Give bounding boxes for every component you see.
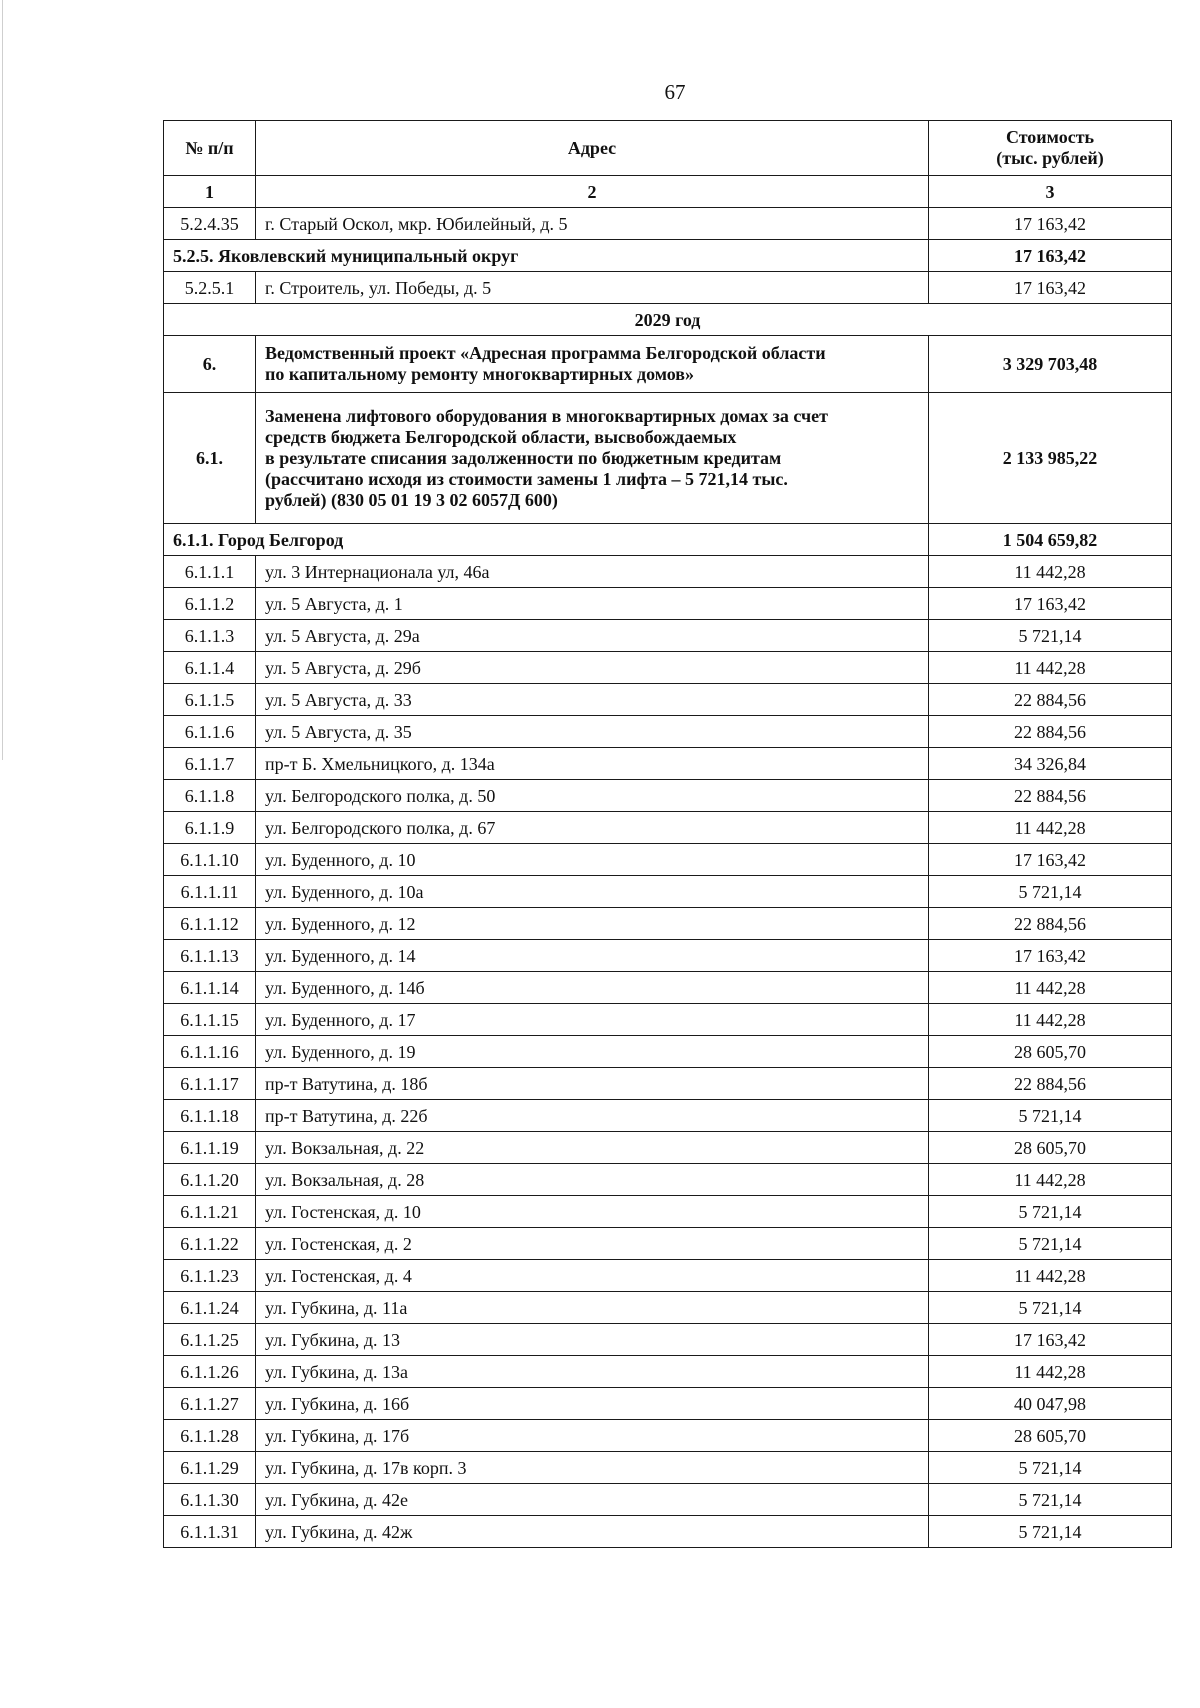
table-row	[164, 1228, 1172, 1260]
row-number: 6.1.1.19	[164, 1132, 256, 1164]
row-cost: 28 605,70	[929, 1036, 1172, 1068]
section-row	[164, 240, 1172, 272]
row-number: 6.1.1.12	[164, 908, 256, 940]
row-cost: 17 163,42	[929, 588, 1172, 620]
row-cost: 17 163,42	[929, 208, 1172, 240]
row-cost: 22 884,56	[929, 716, 1172, 748]
row-address: ул. Буденного, д. 10а	[256, 876, 929, 908]
row-cost: 17 163,42	[929, 272, 1172, 304]
row-address: ул. 5 Августа, д. 29б	[256, 652, 929, 684]
row-number: 6.1.1.4	[164, 652, 256, 684]
column-index-1: 1	[164, 176, 256, 208]
city-section-title: 6.1.1. Город Белгород	[164, 524, 929, 556]
row-address: ул. Гостенская, д. 2	[256, 1228, 929, 1260]
table-row	[164, 940, 1172, 972]
year-title: 2029 год	[164, 304, 1172, 336]
table-row	[164, 972, 1172, 1004]
row-cost: 11 442,28	[929, 1260, 1172, 1292]
row-cost: 11 442,28	[929, 812, 1172, 844]
table-row	[164, 748, 1172, 780]
row-number: 6.1.1.28	[164, 1420, 256, 1452]
cost-table	[163, 120, 1172, 1548]
row-cost: 17 163,42	[929, 1324, 1172, 1356]
subproject-number: 6.1.	[164, 393, 256, 524]
row-cost: 5 721,14	[929, 1484, 1172, 1516]
row-cost: 5 721,14	[929, 1516, 1172, 1548]
column-index-row	[164, 176, 1172, 208]
column-index-3: 3	[929, 176, 1172, 208]
row-number: 6.1.1.13	[164, 940, 256, 972]
table-row	[164, 844, 1172, 876]
row-number: 6.1.1.5	[164, 684, 256, 716]
project-title-line1: Ведомственный проект «Адресная программа Белгородской области	[265, 343, 826, 363]
row-cost: 40 047,98	[929, 1388, 1172, 1420]
row-address: пр-т Б. Хмельницкого, д. 134а	[256, 748, 929, 780]
row-address: ул. Буденного, д. 14	[256, 940, 929, 972]
table-row	[164, 1132, 1172, 1164]
row-address: ул. Губкина, д. 17в корп. 3	[256, 1452, 929, 1484]
row-cost: 11 442,28	[929, 652, 1172, 684]
table-row	[164, 1004, 1172, 1036]
project-title-line2: по капитальному ремонту многоквартирных домов»	[265, 364, 695, 384]
row-number: 6.1.1.9	[164, 812, 256, 844]
header-cost	[929, 121, 1172, 176]
row-number: 6.1.1.30	[164, 1484, 256, 1516]
table-row	[164, 1292, 1172, 1324]
header-cost-line1: Стоимость	[1005, 127, 1095, 147]
row-cost: 34 326,84	[929, 748, 1172, 780]
table-row	[164, 556, 1172, 588]
row-cost: 22 884,56	[929, 908, 1172, 940]
subproject-title-line5: рублей) (830 05 01 19 3 02 6057Д 600)	[265, 489, 558, 510]
row-number: 6.1.1.16	[164, 1036, 256, 1068]
row-number: 6.1.1.8	[164, 780, 256, 812]
row-address: ул. Губкина, д. 13	[256, 1324, 929, 1356]
table-row	[164, 1164, 1172, 1196]
row-number: 6.1.1.11	[164, 876, 256, 908]
project-row	[164, 336, 1172, 393]
row-address: ул. Гостенская, д. 10	[256, 1196, 929, 1228]
subproject-title-line2: средств бюджета Белгородской области, высвобождаемых	[265, 426, 737, 447]
table-row	[164, 1100, 1172, 1132]
row-number: 6.1.1.29	[164, 1452, 256, 1484]
row-number: 6.1.1.20	[164, 1164, 256, 1196]
subproject-title	[256, 393, 929, 524]
table-row	[164, 1484, 1172, 1516]
table-row	[164, 620, 1172, 652]
table-row	[164, 684, 1172, 716]
table-row	[164, 1324, 1172, 1356]
year-row	[164, 304, 1172, 336]
table-row	[164, 1260, 1172, 1292]
table-row	[164, 208, 1172, 240]
row-cost: 11 442,28	[929, 972, 1172, 1004]
row-cost: 5 721,14	[929, 1100, 1172, 1132]
cost-table-body	[164, 121, 1172, 1548]
row-cost: 28 605,70	[929, 1132, 1172, 1164]
row-address: ул. Губкина, д. 42ж	[256, 1516, 929, 1548]
row-address: ул. 5 Августа, д. 35	[256, 716, 929, 748]
table-row	[164, 1388, 1172, 1420]
row-number: 6.1.1.2	[164, 588, 256, 620]
table-row	[164, 876, 1172, 908]
table-row	[164, 908, 1172, 940]
row-cost: 28 605,70	[929, 1420, 1172, 1452]
subproject-title-line1: Заменена лифтового оборудования в многоквартирных домах за счет	[265, 405, 828, 426]
subproject-title-line4: (рассчитано исходя из стоимости замены 1 лифта – 5 721,14 тыс.	[265, 468, 788, 489]
table-row	[164, 272, 1172, 304]
row-address: ул. Буденного, д. 12	[256, 908, 929, 940]
row-address: ул. 5 Августа, д. 29а	[256, 620, 929, 652]
table-row	[164, 780, 1172, 812]
row-number: 6.1.1.23	[164, 1260, 256, 1292]
scan-edge-line	[2, 0, 3, 760]
row-address: ул. Буденного, д. 17	[256, 1004, 929, 1036]
row-address: ул. Белгородского полка, д. 67	[256, 812, 929, 844]
table-row	[164, 588, 1172, 620]
table-row	[164, 1516, 1172, 1548]
row-cost: 5 721,14	[929, 1228, 1172, 1260]
row-cost: 22 884,56	[929, 1068, 1172, 1100]
row-number: 6.1.1.10	[164, 844, 256, 876]
section-cost: 17 163,42	[929, 240, 1172, 272]
row-address: ул. Губкина, д. 11а	[256, 1292, 929, 1324]
row-cost: 17 163,42	[929, 940, 1172, 972]
row-cost: 11 442,28	[929, 1356, 1172, 1388]
header-cost-line2: (тыс. рублей)	[996, 148, 1104, 168]
row-number: 6.1.1.26	[164, 1356, 256, 1388]
row-number: 5.2.4.35	[164, 208, 256, 240]
row-number: 6.1.1.18	[164, 1100, 256, 1132]
row-address: ул. Вокзальная, д. 22	[256, 1132, 929, 1164]
subproject-cost: 2 133 985,22	[929, 393, 1172, 524]
row-number: 6.1.1.22	[164, 1228, 256, 1260]
row-number: 6.1.1.6	[164, 716, 256, 748]
row-number: 5.2.5.1	[164, 272, 256, 304]
row-address: ул. Буденного, д. 19	[256, 1036, 929, 1068]
row-cost: 5 721,14	[929, 1452, 1172, 1484]
row-address: пр-т Ватутина, д. 18б	[256, 1068, 929, 1100]
row-address: ул. Буденного, д. 14б	[256, 972, 929, 1004]
row-address: ул. 5 Августа, д. 1	[256, 588, 929, 620]
page-number: 67	[664, 80, 686, 104]
row-number: 6.1.1.21	[164, 1196, 256, 1228]
row-address: ул. 5 Августа, д. 33	[256, 684, 929, 716]
city-section-cost: 1 504 659,82	[929, 524, 1172, 556]
row-address: г. Строитель, ул. Победы, д. 5	[256, 272, 929, 304]
city-section-row	[164, 524, 1172, 556]
header-number: № п/п	[164, 121, 256, 176]
row-address: ул. Вокзальная, д. 28	[256, 1164, 929, 1196]
row-address: ул. Губкина, д. 13а	[256, 1356, 929, 1388]
table-row	[164, 1068, 1172, 1100]
row-number: 6.1.1.17	[164, 1068, 256, 1100]
row-address: ул. Гостенская, д. 4	[256, 1260, 929, 1292]
table-row	[164, 1452, 1172, 1484]
row-address: пр-т Ватутина, д. 22б	[256, 1100, 929, 1132]
row-address: ул. Губкина, д. 42е	[256, 1484, 929, 1516]
row-address: г. Старый Оскол, мкр. Юбилейный, д. 5	[256, 208, 929, 240]
row-number: 6.1.1.7	[164, 748, 256, 780]
row-cost: 5 721,14	[929, 620, 1172, 652]
table-row	[164, 1036, 1172, 1068]
row-number: 6.1.1.25	[164, 1324, 256, 1356]
row-number: 6.1.1.27	[164, 1388, 256, 1420]
project-number: 6.	[164, 336, 256, 393]
row-cost: 5 721,14	[929, 876, 1172, 908]
header-address: Адрес	[256, 121, 929, 176]
row-number: 6.1.1.14	[164, 972, 256, 1004]
table-row	[164, 1196, 1172, 1228]
table-row	[164, 652, 1172, 684]
row-address: ул. Губкина, д. 16б	[256, 1388, 929, 1420]
table-row	[164, 716, 1172, 748]
row-address: ул. Белгородского полка, д. 50	[256, 780, 929, 812]
section-title: 5.2.5. Яковлевский муниципальный округ	[164, 240, 929, 272]
row-address: ул. Буденного, д. 10	[256, 844, 929, 876]
row-address: ул. 3 Интернационала ул, 46а	[256, 556, 929, 588]
row-cost: 11 442,28	[929, 1004, 1172, 1036]
row-cost: 11 442,28	[929, 1164, 1172, 1196]
row-cost: 5 721,14	[929, 1292, 1172, 1324]
row-number: 6.1.1.24	[164, 1292, 256, 1324]
table-header-row	[164, 121, 1172, 176]
row-number: 6.1.1.31	[164, 1516, 256, 1548]
row-cost: 22 884,56	[929, 780, 1172, 812]
row-cost: 17 163,42	[929, 844, 1172, 876]
column-index-2: 2	[256, 176, 929, 208]
project-cost: 3 329 703,48	[929, 336, 1172, 393]
subproject-row	[164, 393, 1172, 524]
table-row	[164, 812, 1172, 844]
row-cost: 5 721,14	[929, 1196, 1172, 1228]
table-row	[164, 1420, 1172, 1452]
row-number: 6.1.1.15	[164, 1004, 256, 1036]
row-cost: 22 884,56	[929, 684, 1172, 716]
row-number: 6.1.1.1	[164, 556, 256, 588]
project-title	[256, 336, 929, 393]
row-number: 6.1.1.3	[164, 620, 256, 652]
table-row	[164, 1356, 1172, 1388]
row-address: ул. Губкина, д. 17б	[256, 1420, 929, 1452]
subproject-title-line3: в результате списания задолженности по бюджетным кредитам	[265, 447, 782, 468]
row-cost: 11 442,28	[929, 556, 1172, 588]
